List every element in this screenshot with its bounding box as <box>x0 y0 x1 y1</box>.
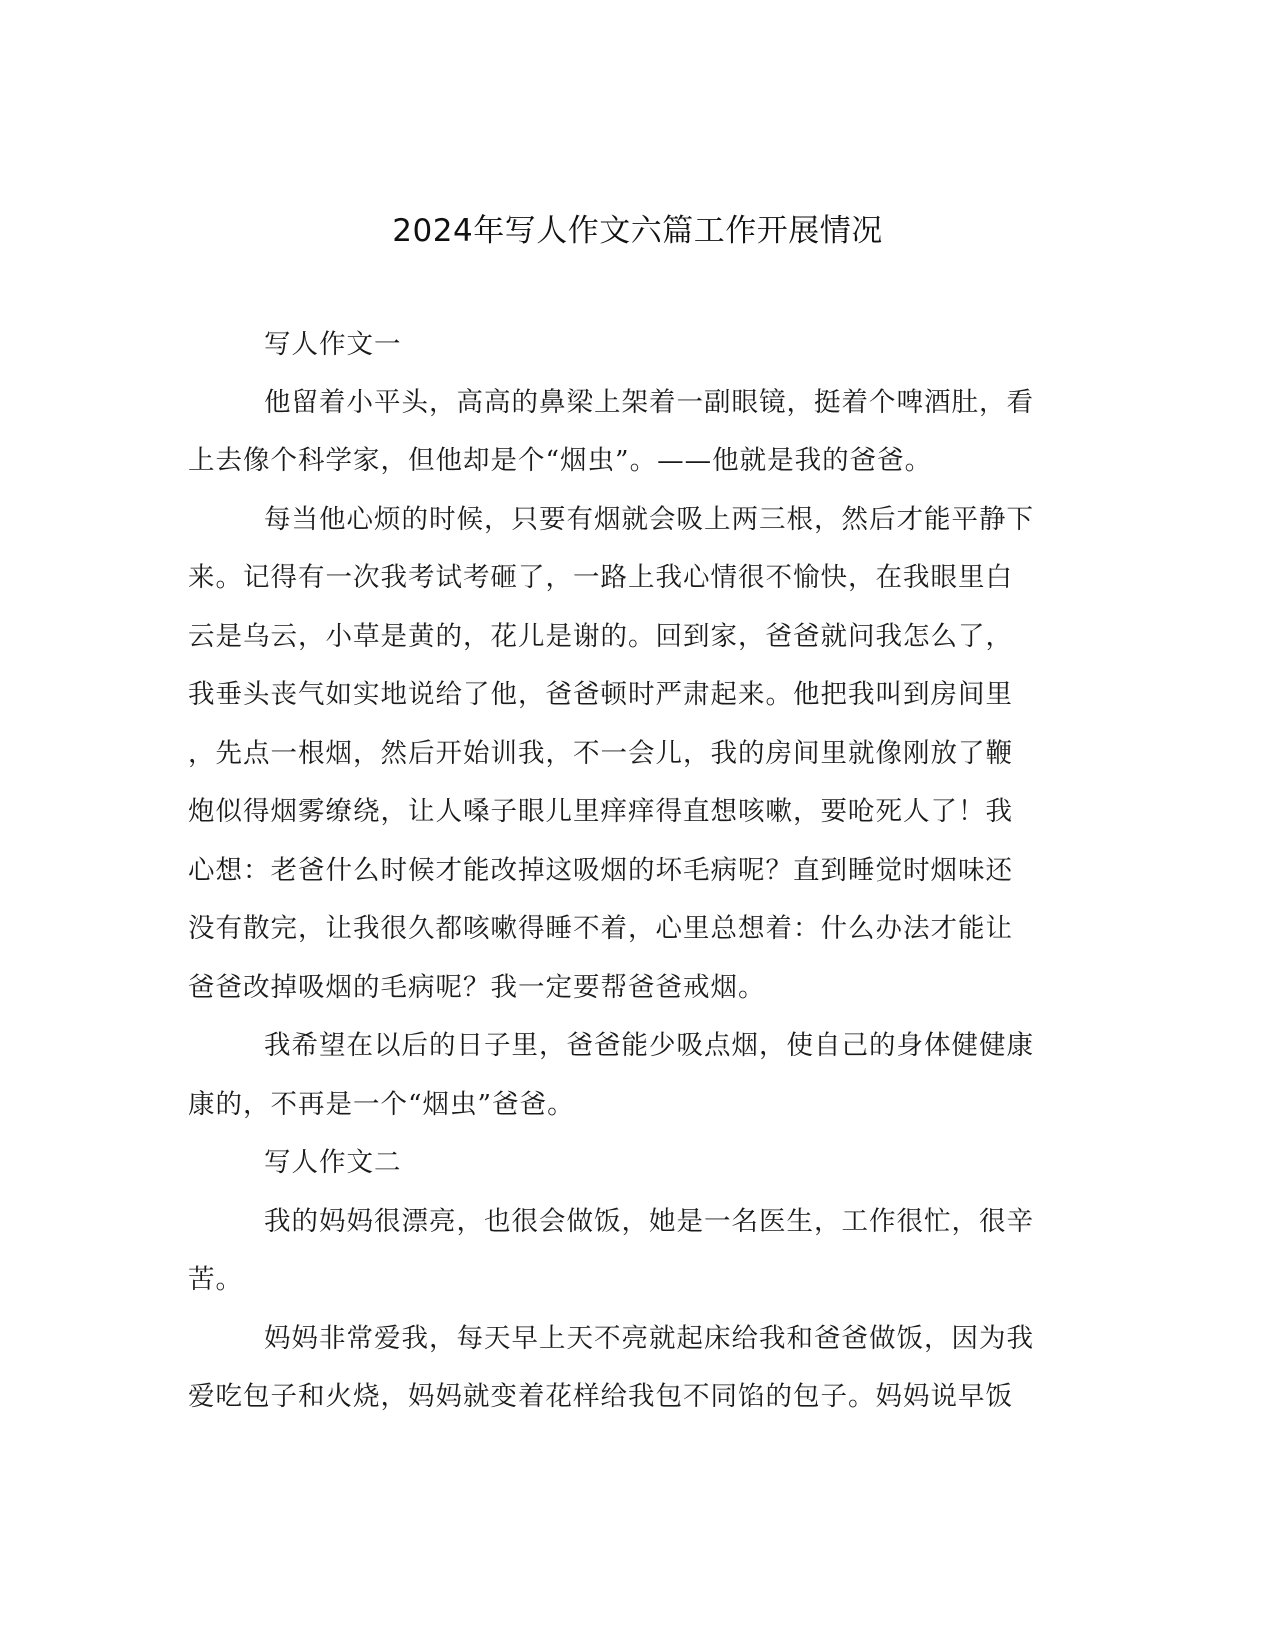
paragraph-line: 来。记得有一次我考试考砸了，一路上我心情很不愉快，在我眼里白 <box>188 562 1013 593</box>
paragraph-line: 爱吃包子和火烧，妈妈就变着花样给我包不同馅的包子。妈妈说早饭 <box>188 1381 1013 1412</box>
paragraph-line: 苦。 <box>188 1264 243 1295</box>
document-title: 2024年写人作文六篇工作开展情况 <box>392 213 883 249</box>
paragraph-line: 每当他心烦的时候，只要有烟就会吸上两三根，然后才能平静下 <box>264 504 1034 535</box>
paragraph-line: 我的妈妈很漂亮，也很会做饭，她是一名医生，工作很忙，很辛 <box>264 1206 1034 1237</box>
paragraph-line: 我垂头丧气如实地说给了他，爸爸顿时严肃起来。他把我叫到房间里 <box>188 679 1013 710</box>
paragraph-line: 云是乌云，小草是黄的，花儿是谢的。回到家，爸爸就问我怎么了， <box>188 621 1013 652</box>
section-heading-2: 写人作文二 <box>264 1147 402 1178</box>
paragraph-line: 我希望在以后的日子里，爸爸能少吸点烟，使自己的身体健健康 <box>264 1030 1034 1061</box>
paragraph-line: 没有散完，让我很久都咳嗽得睡不着，心里总想着：什么办法才能让 <box>188 913 1013 944</box>
paragraph-line: 康的，不再是一个“烟虫”爸爸。 <box>188 1089 575 1120</box>
paragraph-line: 炮似得烟雾缭绕，让人嗓子眼儿里痒痒得直想咳嗽，要呛死人了！我 <box>188 796 1013 827</box>
paragraph-line: 爸爸改掉吸烟的毛病呢？我一定要帮爸爸戒烟。 <box>188 972 766 1003</box>
section-heading-1: 写人作文一 <box>264 329 402 360</box>
paragraph-line: 心想：老爸什么时候才能改掉这吸烟的坏毛病呢？直到睡觉时烟味还 <box>188 855 1013 886</box>
paragraph-line: 妈妈非常爱我，每天早上天不亮就起床给我和爸爸做饭，因为我 <box>264 1323 1034 1354</box>
paragraph-line: 他留着小平头，高高的鼻梁上架着一副眼镜，挺着个啤酒肚，看 <box>264 387 1034 418</box>
paragraph-line: ，先点一根烟，然后开始训我，不一会儿，我的房间里就像刚放了鞭 <box>188 738 1013 769</box>
paragraph-line: 上去像个科学家，但他却是个“烟虫”。——他就是我的爸爸。 <box>188 445 933 476</box>
